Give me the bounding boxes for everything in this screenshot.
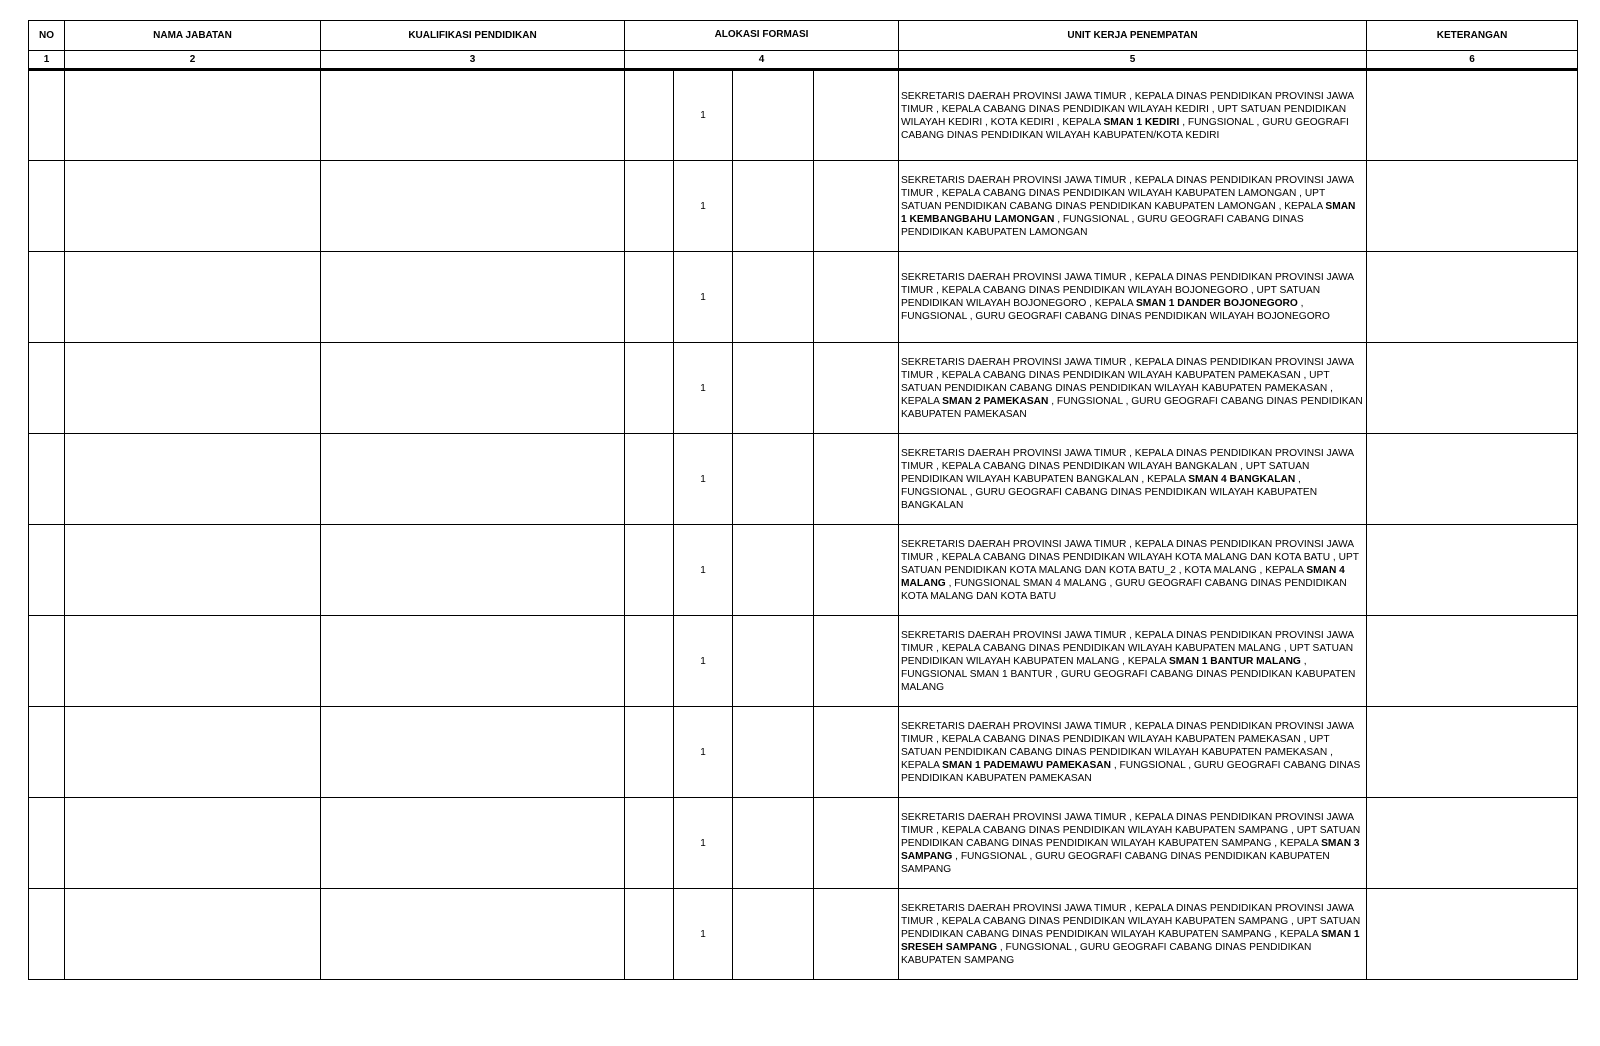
unit-text-post: , FUNGSIONAL , GURU GEOGRAFI CABANG DINAS PENDIDIKAN KABUPATEN PAMEKASAN xyxy=(901,395,1363,420)
cell-nama-jabatan xyxy=(65,161,321,252)
cell-alokasi-c xyxy=(733,343,814,434)
cell-kualifikasi xyxy=(321,434,625,525)
cell-keterangan xyxy=(1367,616,1578,707)
cell-nama-jabatan xyxy=(65,343,321,434)
cell-nama-jabatan xyxy=(65,616,321,707)
cell-keterangan xyxy=(1367,434,1578,525)
cell-alokasi-a xyxy=(625,798,674,889)
cell-alokasi-a xyxy=(625,889,674,980)
cell-kualifikasi xyxy=(321,525,625,616)
cell-nama-jabatan xyxy=(65,889,321,980)
cell-keterangan xyxy=(1367,707,1578,798)
unit-text-pre: SEKRETARIS DAERAH PROVINSI JAWA TIMUR , KEPALA DINAS PENDIDIKAN PROVINSI JAWA TIMUR , KEPALA CABANG DINAS PENDIDIKAN WILAYAH KABUPATEN SAMPANG , UPT SATUAN PENDIDIKAN CABANG DINAS PENDIDIKAN WILAYAH KABUPATEN SAMPANG , KEPALA xyxy=(901,902,1361,940)
cell-keterangan xyxy=(1367,525,1578,616)
cell-nama-jabatan xyxy=(65,525,321,616)
cell-alokasi-count: 1 xyxy=(674,616,733,707)
unit-text-pre: SEKRETARIS DAERAH PROVINSI JAWA TIMUR , KEPALA DINAS PENDIDIKAN PROVINSI JAWA TIMUR , KEPALA CABANG DINAS PENDIDIKAN WILAYAH KOTA MALANG DAN KOTA BATU , UPT SATUAN PENDIDIKAN KOTA MALANG DAN KOTA BATU_2 , KOTA MALANG , KEPALA xyxy=(901,538,1359,576)
cell-alokasi-count: 1 xyxy=(674,434,733,525)
cell-kualifikasi xyxy=(321,70,625,161)
school-name: SMAN 1 KEDIRI xyxy=(1103,116,1180,128)
cell-unit-kerja xyxy=(899,343,1367,434)
cell-no xyxy=(29,707,65,798)
school-name: SMAN 1 KEMBANGBAHU LAMONGAN xyxy=(901,200,1356,225)
table-row xyxy=(29,889,1578,980)
unit-text-post: , FUNGSIONAL , GURU GEOGRAFI CABANG DINAS PENDIDIKAN KABUPATEN PAMEKASAN xyxy=(901,759,1361,784)
cell-nama-jabatan xyxy=(65,70,321,161)
table-row xyxy=(29,161,1578,252)
cell-alokasi-d xyxy=(814,343,899,434)
cell-nama-jabatan xyxy=(65,252,321,343)
header-nama-jabatan: NAMA JABATAN xyxy=(65,21,321,51)
cell-kualifikasi xyxy=(321,889,625,980)
cell-alokasi-d xyxy=(814,707,899,798)
unit-text-post: , FUNGSIONAL , GURU GEOGRAFI CABANG DINAS PENDIDIKAN WILAYAH KABUPATEN/KOTA KEDIRI xyxy=(901,116,1349,141)
cell-unit-kerja xyxy=(899,161,1367,252)
header-kualifikasi-pendidikan: KUALIFIKASI PENDIDIKAN xyxy=(321,21,625,51)
cell-alokasi-count: 1 xyxy=(674,70,733,161)
unit-text-post: , FUNGSIONAL SMAN 4 MALANG , GURU GEOGRAFI CABANG DINAS PENDIDIKAN KOTA MALANG DAN KOTA BATU xyxy=(901,577,1347,602)
cell-no xyxy=(29,161,65,252)
cell-alokasi-d xyxy=(814,525,899,616)
col-number-2: 2 xyxy=(65,51,321,70)
cell-unit-kerja xyxy=(899,525,1367,616)
col-number-6: 6 xyxy=(1367,51,1578,70)
unit-text-post: , FUNGSIONAL , GURU GEOGRAFI CABANG DINAS PENDIDIKAN KABUPATEN LAMONGAN xyxy=(901,213,1304,238)
unit-text-post: , FUNGSIONAL , GURU GEOGRAFI CABANG DINAS PENDIDIKAN KABUPATEN SAMPANG xyxy=(901,941,1312,966)
cell-keterangan xyxy=(1367,889,1578,980)
cell-alokasi-a xyxy=(625,252,674,343)
cell-kualifikasi xyxy=(321,252,625,343)
school-name: SMAN 4 BANGKALAN xyxy=(1188,473,1296,485)
header-alokasi-formasi: ALOKASI FORMASI xyxy=(625,21,899,51)
table-row xyxy=(29,798,1578,889)
cell-nama-jabatan xyxy=(65,798,321,889)
cell-keterangan xyxy=(1367,252,1578,343)
cell-no xyxy=(29,70,65,161)
cell-alokasi-a xyxy=(625,616,674,707)
cell-keterangan xyxy=(1367,798,1578,889)
cell-kualifikasi xyxy=(321,343,625,434)
school-name: SMAN 4 MALANG xyxy=(901,564,1345,589)
formation-table xyxy=(28,20,1578,980)
header-keterangan: KETERANGAN xyxy=(1367,21,1578,51)
table-row xyxy=(29,434,1578,525)
header-unit-kerja-penempatan: UNIT KERJA PENEMPATAN xyxy=(899,21,1367,51)
cell-kualifikasi xyxy=(321,798,625,889)
unit-text-pre: SEKRETARIS DAERAH PROVINSI JAWA TIMUR , KEPALA DINAS PENDIDIKAN PROVINSI JAWA TIMUR , KEPALA CABANG DINAS PENDIDIKAN WILAYAH BOJONEGORO , UPT SATUAN PENDIDIKAN WILAYAH BOJONEGORO , KEPALA xyxy=(901,272,1354,309)
unit-text-pre: SEKRETARIS DAERAH PROVINSI JAWA TIMUR , KEPALA DINAS PENDIDIKAN PROVINSI JAWA TIMUR , KEPALA CABANG DINAS PENDIDIKAN WILAYAH KABUPATEN MALANG , UPT SATUAN PENDIDIKAN WILAYAH KABUPATEN MALANG , KEPALA xyxy=(901,629,1354,667)
table-row xyxy=(29,252,1578,343)
cell-no xyxy=(29,252,65,343)
cell-alokasi-count: 1 xyxy=(674,252,733,343)
cell-nama-jabatan xyxy=(65,434,321,525)
cell-no xyxy=(29,525,65,616)
header-no: NO xyxy=(29,21,65,51)
cell-alokasi-count: 1 xyxy=(674,707,733,798)
cell-alokasi-c xyxy=(733,70,814,161)
cell-alokasi-c xyxy=(733,434,814,525)
cell-no xyxy=(29,889,65,980)
cell-kualifikasi xyxy=(321,161,625,252)
unit-text-pre: SEKRETARIS DAERAH PROVINSI JAWA TIMUR , KEPALA DINAS PENDIDIKAN PROVINSI JAWA TIMUR , KEPALA CABANG DINAS PENDIDIKAN WILAYAH KABUPATEN PAMEKASAN , UPT SATUAN PENDIDIKAN CABANG DINAS PENDIDIKAN WILAYAH KABUPATEN PAMEKASAN , KEPALA xyxy=(901,356,1354,407)
cell-alokasi-a xyxy=(625,434,674,525)
col-number-4: 4 xyxy=(625,51,899,70)
unit-text-pre: SEKRETARIS DAERAH PROVINSI JAWA TIMUR , KEPALA DINAS PENDIDIKAN PROVINSI JAWA TIMUR , KEPALA CABANG DINAS PENDIDIKAN WILAYAH KABUPATEN LAMONGAN , UPT SATUAN PENDIDIKAN CABANG DINAS PENDIDIKAN KABUPATEN LAMONGAN , KEPALA xyxy=(901,174,1354,212)
unit-text-post: , FUNGSIONAL , GURU GEOGRAFI CABANG DINAS PENDIDIKAN WILAYAH KABUPATEN BANGKALAN xyxy=(901,473,1318,511)
cell-alokasi-count: 1 xyxy=(674,525,733,616)
school-name: SMAN 1 BANTUR MALANG xyxy=(1168,655,1301,667)
cell-no xyxy=(29,343,65,434)
cell-unit-kerja xyxy=(899,616,1367,707)
cell-alokasi-c xyxy=(733,616,814,707)
unit-text-post: , FUNGSIONAL SMAN 1 BANTUR , GURU GEOGRAFI CABANG DINAS PENDIDIKAN KABUPATEN MALANG xyxy=(901,655,1356,693)
cell-alokasi-c xyxy=(733,889,814,980)
school-name: SMAN 1 PADEMAWU PAMEKASAN xyxy=(942,759,1112,771)
school-name: SMAN 3 SAMPANG xyxy=(901,837,1360,862)
cell-alokasi-a xyxy=(625,707,674,798)
cell-alokasi-count: 1 xyxy=(674,343,733,434)
cell-alokasi-d xyxy=(814,252,899,343)
unit-text-pre: SEKRETARIS DAERAH PROVINSI JAWA TIMUR , KEPALA DINAS PENDIDIKAN PROVINSI JAWA TIMUR , KEPALA CABANG DINAS PENDIDIKAN WILAYAH BANGKALAN , UPT SATUAN PENDIDIKAN WILAYAH KABUPATEN BANGKALAN , KEPALA xyxy=(901,447,1354,485)
cell-alokasi-d xyxy=(814,161,899,252)
cell-alokasi-count: 1 xyxy=(674,798,733,889)
school-name: SMAN 1 SRESEH SAMPANG xyxy=(901,928,1360,953)
cell-alokasi-a xyxy=(625,70,674,161)
school-name: SMAN 1 DANDER BOJONEGORO xyxy=(1135,298,1298,309)
cell-keterangan xyxy=(1367,161,1578,252)
table-row xyxy=(29,343,1578,434)
cell-unit-kerja xyxy=(899,252,1367,343)
unit-text-post: , FUNGSIONAL , GURU GEOGRAFI CABANG DINAS PENDIDIKAN KABUPATEN SAMPANG xyxy=(901,850,1330,875)
cell-alokasi-d xyxy=(814,434,899,525)
cell-alokasi-c xyxy=(733,252,814,343)
cell-alokasi-a xyxy=(625,525,674,616)
cell-keterangan xyxy=(1367,70,1578,161)
col-number-5: 5 xyxy=(899,51,1367,70)
cell-unit-kerja xyxy=(899,434,1367,525)
cell-alokasi-c xyxy=(733,707,814,798)
unit-text-pre: SEKRETARIS DAERAH PROVINSI JAWA TIMUR , KEPALA DINAS PENDIDIKAN PROVINSI JAWA TIMUR , KEPALA CABANG DINAS PENDIDIKAN WILAYAH KABUPATEN SAMPANG , UPT SATUAN PENDIDIKAN CABANG DINAS PENDIDIKAN WILAYAH KABUPATEN SAMPANG , KEPALA xyxy=(901,811,1361,849)
cell-unit-kerja xyxy=(899,798,1367,889)
unit-text-pre: SEKRETARIS DAERAH PROVINSI JAWA TIMUR , KEPALA DINAS PENDIDIKAN PROVINSI JAWA TIMUR , KEPALA CABANG DINAS PENDIDIKAN WILAYAH KEDIRI , UPT SATUAN PENDIDIKAN WILAYAH KEDIRI , KOTA KEDIRI , KEPALA xyxy=(901,90,1354,128)
cell-alokasi-d xyxy=(814,798,899,889)
school-name: SMAN 2 PAMEKASAN xyxy=(942,395,1049,407)
table-row xyxy=(29,70,1578,161)
cell-alokasi-c xyxy=(733,798,814,889)
cell-unit-kerja xyxy=(899,70,1367,161)
cell-unit-kerja xyxy=(899,889,1367,980)
cell-no xyxy=(29,434,65,525)
table-row xyxy=(29,525,1578,616)
unit-text-post: , FUNGSIONAL , GURU GEOGRAFI CABANG DINAS PENDIDIKAN WILAYAH BOJONEGORO xyxy=(901,298,1330,322)
col-number-1: 1 xyxy=(29,51,65,70)
cell-alokasi-count: 1 xyxy=(674,889,733,980)
unit-text-pre: SEKRETARIS DAERAH PROVINSI JAWA TIMUR , KEPALA DINAS PENDIDIKAN PROVINSI JAWA TIMUR , KEPALA CABANG DINAS PENDIDIKAN WILAYAH KABUPATEN PAMEKASAN , UPT SATUAN PENDIDIKAN CABANG DINAS PENDIDIKAN WILAYAH KABUPATEN PAMEKASAN , KEPALA xyxy=(901,720,1354,771)
cell-kualifikasi xyxy=(321,616,625,707)
cell-alokasi-count: 1 xyxy=(674,161,733,252)
cell-no xyxy=(29,616,65,707)
cell-alokasi-a xyxy=(625,343,674,434)
cell-alokasi-d xyxy=(814,889,899,980)
cell-alokasi-c xyxy=(733,525,814,616)
col-number-3: 3 xyxy=(321,51,625,70)
cell-keterangan xyxy=(1367,343,1578,434)
cell-unit-kerja xyxy=(899,707,1367,798)
cell-alokasi-d xyxy=(814,70,899,161)
table-row xyxy=(29,616,1578,707)
cell-alokasi-a xyxy=(625,161,674,252)
cell-nama-jabatan xyxy=(65,707,321,798)
cell-kualifikasi xyxy=(321,707,625,798)
cell-alokasi-c xyxy=(733,161,814,252)
table-row xyxy=(29,707,1578,798)
cell-alokasi-d xyxy=(814,616,899,707)
cell-no xyxy=(29,798,65,889)
